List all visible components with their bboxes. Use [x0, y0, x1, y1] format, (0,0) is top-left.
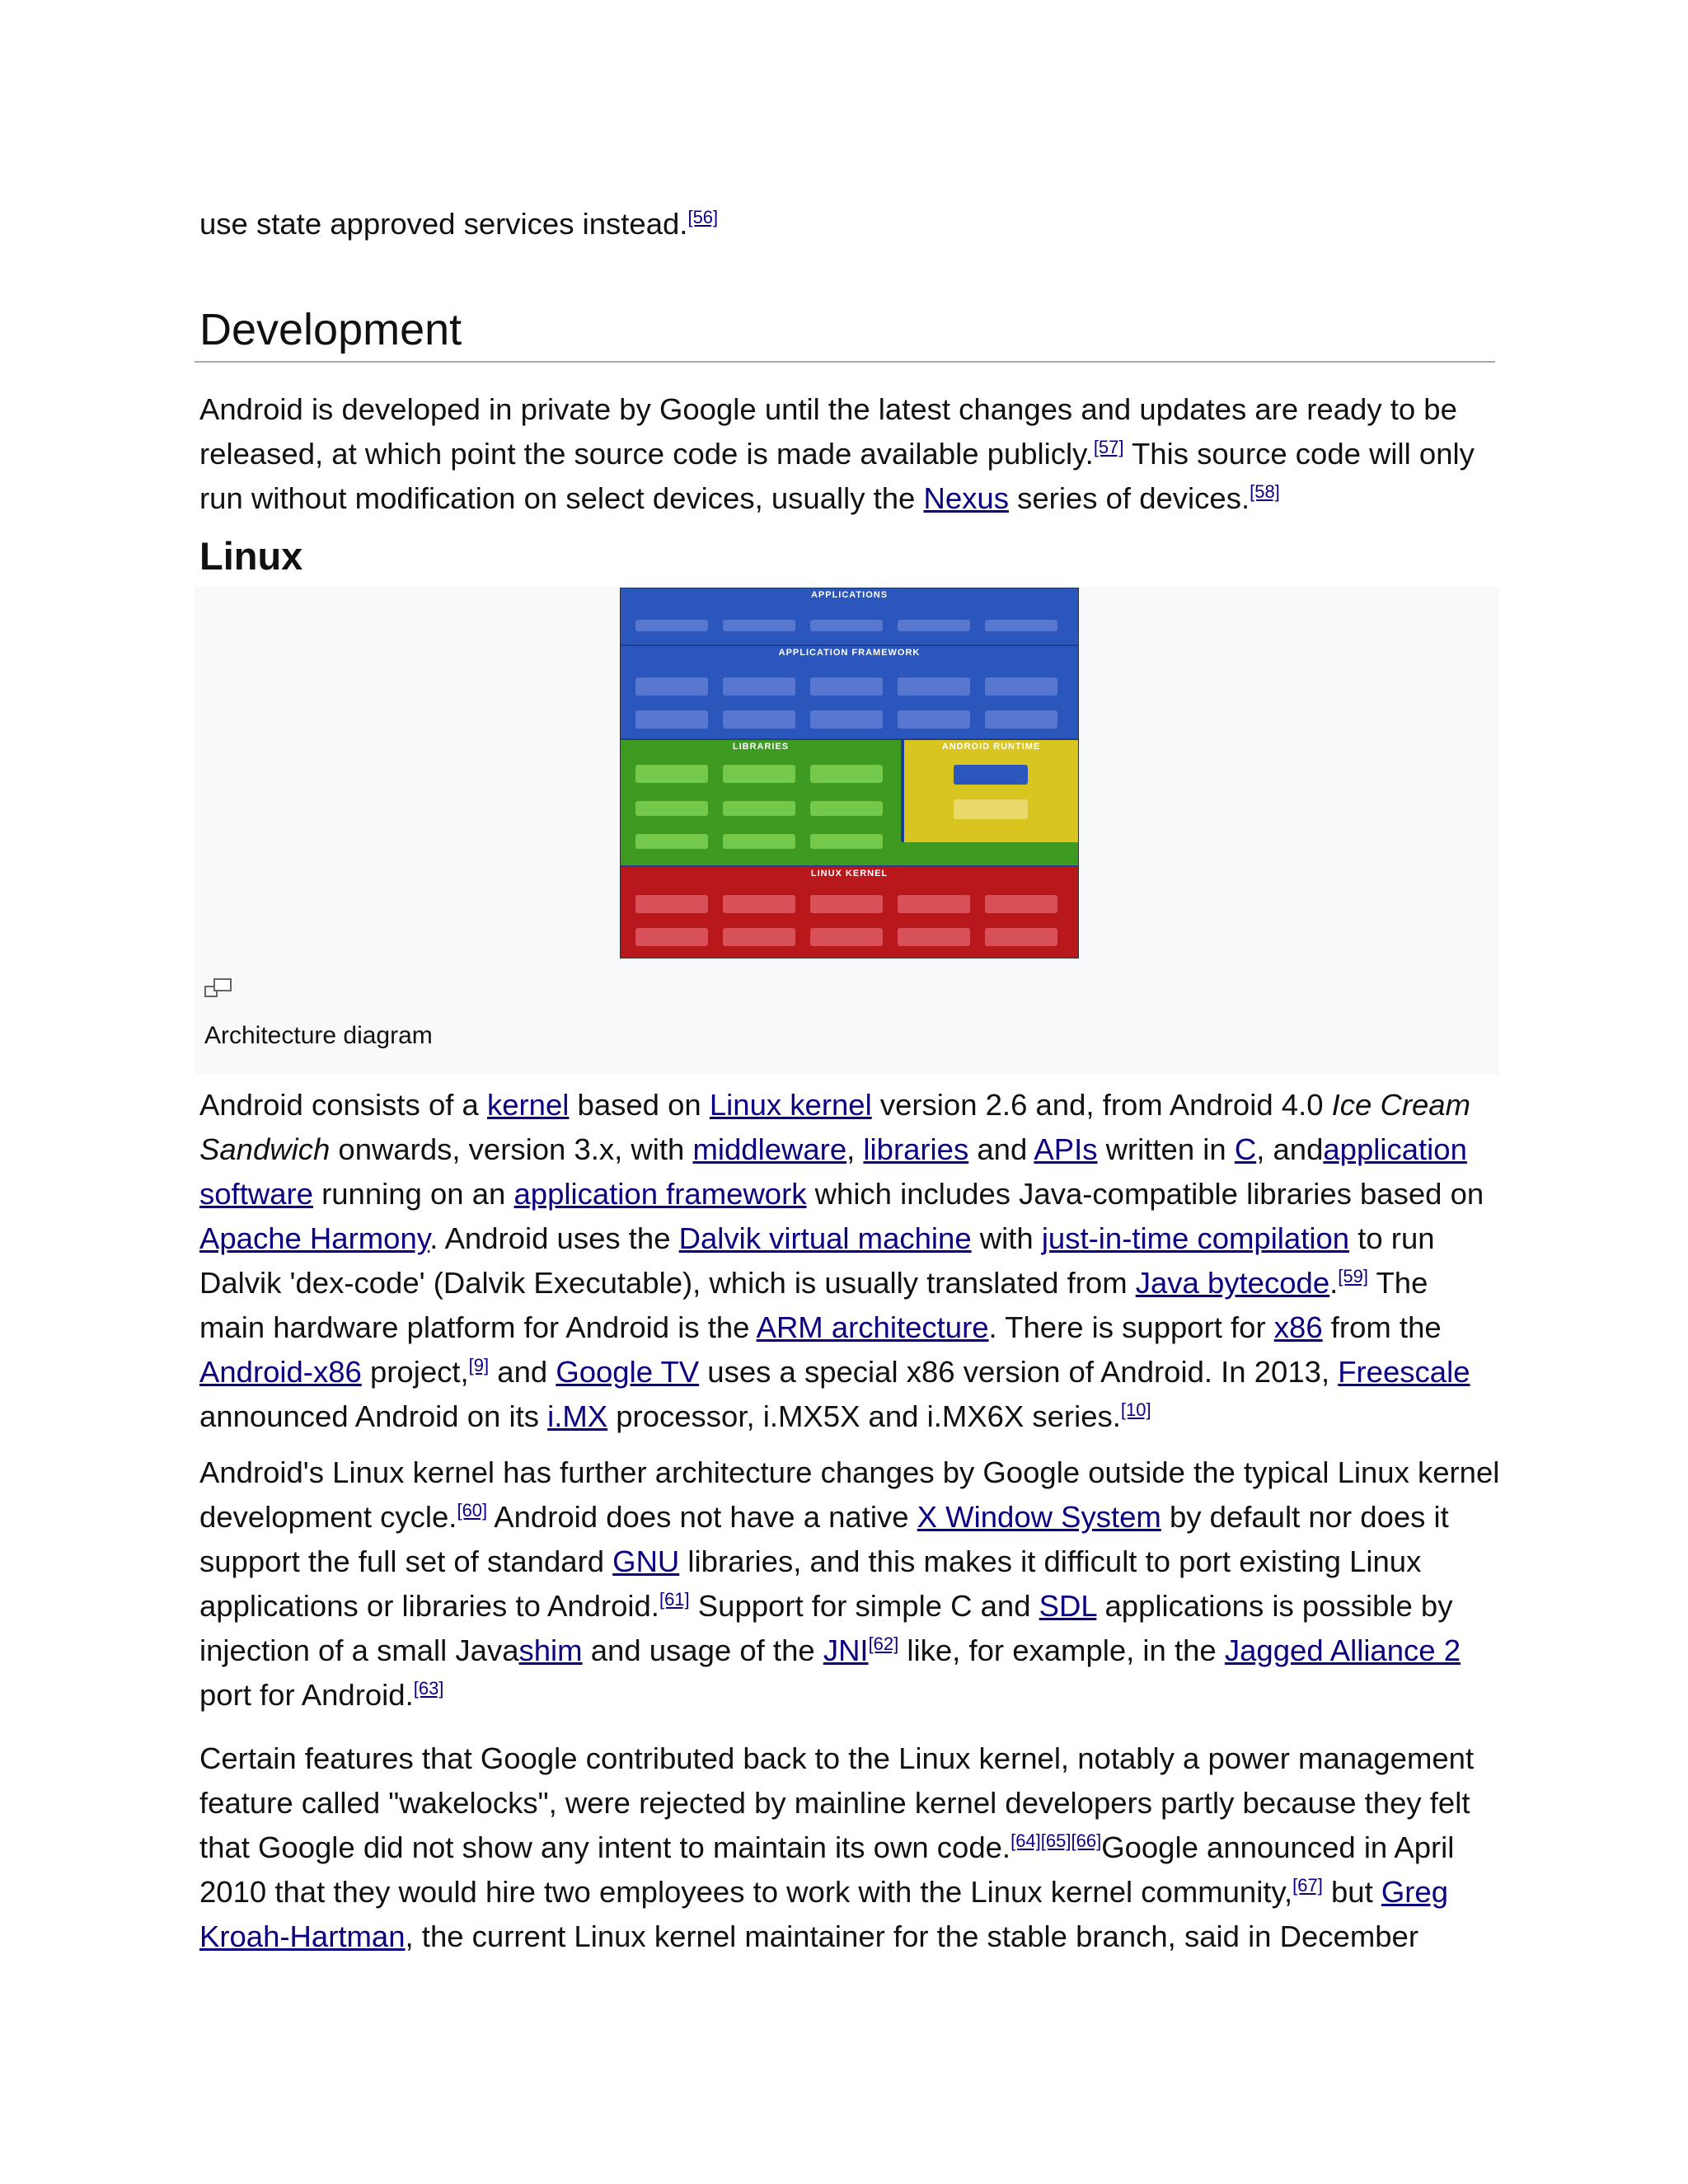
diagram-cell	[635, 801, 708, 816]
ref-64[interactable]	[1010, 1830, 1041, 1851]
link-application-software[interactable]: application software	[199, 1132, 1467, 1211]
text: which includes Java-compatible libraries based on	[806, 1177, 1484, 1211]
italic-ice-cream-sandwich: Ice Cream Sandwich	[199, 1088, 1471, 1166]
ref-62-link[interactable]: [62]	[868, 1633, 899, 1654]
diagram-cell	[810, 710, 883, 729]
text: Android does not have a native	[487, 1500, 917, 1534]
dev-text-3: series of devices.	[1008, 481, 1250, 515]
diagram-cell	[723, 801, 795, 816]
ref-62[interactable]	[869, 1633, 899, 1654]
diagram-cell	[723, 928, 795, 946]
link-middleware[interactable]: middleware	[692, 1132, 847, 1166]
diagram-cell	[985, 677, 1057, 696]
diagram-cell	[723, 765, 795, 783]
text: and usage of the	[582, 1633, 823, 1667]
layer-framework	[621, 646, 1078, 738]
diagram-cell	[635, 765, 708, 783]
diagram-cell	[635, 710, 708, 729]
text: Certain features that Google contributed back to the Linux kernel, notably a power management feature called "wakelocks", were rejected by mainline kernel developers partly because they felt that Google did not show any intent to maintain its own code.	[199, 1741, 1475, 1864]
link-gnu[interactable]: GNU	[612, 1544, 680, 1578]
ref-65-link[interactable]: [65]	[1040, 1830, 1071, 1851]
ref-9[interactable]	[469, 1355, 489, 1376]
text: processor, i.MX5X and i.MX6X series.	[607, 1399, 1121, 1433]
text: port for Android.	[199, 1678, 414, 1712]
link-imx[interactable]: i.MX	[547, 1399, 608, 1433]
layer-libraries-label: LIBRARIES	[732, 742, 790, 752]
text: . Android uses the	[429, 1221, 679, 1255]
diagram-cell	[810, 801, 883, 816]
figure-caption: Architecture diagram	[204, 1022, 433, 1049]
ref-61[interactable]	[659, 1589, 690, 1610]
diagram-cell	[635, 928, 708, 946]
link-application-framework[interactable]: application framework	[513, 1177, 807, 1211]
diagram-cell	[635, 895, 708, 913]
layer-applications-label: APPLICATIONS	[810, 590, 889, 600]
layer-applications	[621, 588, 1078, 644]
text: from the	[1322, 1310, 1442, 1344]
diagram-cell	[810, 895, 883, 913]
text: by default nor does it support the full set of standard	[199, 1500, 1449, 1578]
diagram-cell	[898, 710, 970, 729]
link-jit[interactable]: just-in-time compilation	[1041, 1221, 1350, 1255]
ref-61-link[interactable]: [61]	[659, 1588, 690, 1610]
ref-60-link[interactable]: [60]	[457, 1499, 488, 1521]
diagram-cell	[898, 677, 970, 696]
diagram-cell	[985, 928, 1057, 946]
link-sdl[interactable]: SDL	[1039, 1589, 1097, 1623]
development-paragraph	[199, 387, 1500, 521]
text: but	[1322, 1875, 1381, 1909]
ref-60[interactable]	[457, 1500, 487, 1521]
diagram-cell	[723, 620, 795, 631]
text: running on an	[312, 1177, 514, 1211]
ref-67[interactable]	[1292, 1875, 1323, 1896]
diagram-cell	[810, 765, 883, 783]
text: Android consists of a	[199, 1088, 487, 1122]
diagram-cell	[723, 895, 795, 913]
text: onwards, version 3.x, with	[330, 1132, 693, 1166]
diagram-cell	[954, 799, 1028, 819]
link-freescale[interactable]: Freescale	[1338, 1355, 1470, 1389]
text: applications is possible by injection of a small Java	[199, 1589, 1453, 1667]
diagram-cell	[635, 834, 708, 849]
ref-56[interactable]	[687, 207, 718, 227]
intro-paragraph	[199, 202, 718, 246]
ref-58-link[interactable]: [58]	[1250, 480, 1280, 502]
ref-59[interactable]	[1338, 1266, 1368, 1286]
link-c[interactable]: C	[1234, 1132, 1257, 1166]
section-heading-development: Development	[195, 298, 1495, 363]
ref-10[interactable]	[1121, 1399, 1151, 1420]
section-heading-linux: Linux	[199, 534, 303, 578]
ref-58[interactable]	[1250, 481, 1280, 502]
ref-56-link[interactable]: [56]	[687, 206, 719, 227]
text: Android's Linux kernel has further architecture changes by Google outside the typical Linux kernel development cycle.	[199, 1455, 1500, 1534]
layer-kernel	[621, 867, 1078, 958]
text: with	[971, 1221, 1042, 1255]
diagram-filler	[901, 842, 1078, 865]
diagram-cell	[810, 677, 883, 696]
link-arm[interactable]: ARM architecture	[756, 1310, 989, 1344]
link-apache-harmony[interactable]: Apache Harmony	[199, 1221, 430, 1255]
text: to run Dalvik 'dex-code' (Dalvik Executable), which is usually translated from	[199, 1221, 1435, 1300]
ref-57-link[interactable]: [57]	[1093, 436, 1124, 457]
ref-59-link[interactable]: [59]	[1338, 1265, 1368, 1286]
text: Support for simple C and	[689, 1589, 1039, 1623]
link-libraries[interactable]: libraries	[863, 1132, 969, 1166]
link-shim[interactable]: shim	[518, 1633, 583, 1667]
link-jagged-alliance-2[interactable]: Jagged Alliance 2	[1224, 1633, 1461, 1667]
diagram-cell	[954, 765, 1028, 785]
ref-66[interactable]	[1071, 1830, 1101, 1851]
link-jni[interactable]: JNI	[823, 1633, 869, 1667]
layer-libraries	[621, 740, 901, 865]
text: , and	[1256, 1132, 1324, 1166]
diagram-cell	[810, 620, 883, 631]
link-x86[interactable]: x86	[1273, 1310, 1323, 1344]
link-x-window-system[interactable]: X Window System	[917, 1500, 1161, 1534]
text: announced Android on its	[199, 1399, 548, 1433]
link-google-tv[interactable]: Google TV	[556, 1355, 700, 1389]
text: version 2.6 and, from Android 4.0	[871, 1088, 1332, 1122]
linux-paragraph-3	[199, 1736, 1500, 1959]
layer-runtime-label: ANDROID RUNTIME	[941, 742, 1041, 752]
diagram-cell	[635, 677, 708, 696]
text: uses a special x86 version of Android. In 2013,	[699, 1355, 1339, 1389]
diagram-cell	[898, 620, 970, 631]
text: , the current Linux kernel maintainer for the stable branch, said in December	[405, 1919, 1418, 1953]
dev-text-2: This source code will only run without modification on select devices, usually the	[199, 437, 1475, 515]
architecture-figure	[195, 587, 1499, 1075]
link-android-x86[interactable]: Android-x86	[199, 1355, 362, 1389]
text: based on	[569, 1088, 710, 1122]
link-dalvik[interactable]: Dalvik virtual machine	[678, 1221, 972, 1255]
text: libraries, and this makes it difficult to port existing Linux applications or libraries to Android.	[199, 1544, 1422, 1623]
link-java-bytecode[interactable]: Java bytecode	[1135, 1266, 1330, 1300]
linux-paragraph-1	[199, 1083, 1500, 1439]
architecture-diagram-image[interactable]	[620, 588, 1079, 958]
link-apis[interactable]: APIs	[1034, 1132, 1098, 1166]
ref-65[interactable]	[1041, 1830, 1071, 1851]
layer-framework-label: APPLICATION FRAMEWORK	[778, 648, 921, 658]
diagram-cell	[898, 895, 970, 913]
dev-text-1: Android is developed in private by Google until the latest changes and updates are ready to be released, at which point the source code is made available publicly.	[199, 392, 1457, 471]
diagram-cell	[985, 620, 1057, 631]
text: ,	[846, 1132, 864, 1166]
layer-kernel-label: LINUX KERNEL	[810, 869, 889, 879]
diagram-cell	[985, 710, 1057, 729]
diagram-cell	[635, 620, 708, 631]
ref-10-link[interactable]: [10]	[1120, 1399, 1151, 1420]
diagram-cell	[723, 834, 795, 849]
diagram-cell	[723, 710, 795, 729]
intro-text: use state approved services instead.	[199, 207, 688, 241]
text: The main hardware platform for Android is the	[199, 1266, 1428, 1344]
text: . There is support for	[988, 1310, 1274, 1344]
text: like, for example, in the	[898, 1633, 1225, 1667]
text: written in	[1097, 1132, 1235, 1166]
ref-63[interactable]	[414, 1678, 444, 1699]
diagram-cell	[898, 928, 970, 946]
ref-9-link[interactable]: [9]	[468, 1354, 490, 1376]
text: project,	[361, 1355, 469, 1389]
text: Google announced in April 2010 that they would hire two employees to work with the Linux kernel community,	[199, 1830, 1455, 1909]
diagram-cell	[810, 928, 883, 946]
text: .	[1329, 1266, 1339, 1300]
ref-67-link[interactable]: [67]	[1292, 1874, 1323, 1896]
ref-64-link[interactable]: [64]	[1010, 1830, 1041, 1851]
linux-paragraph-2	[199, 1451, 1500, 1718]
ref-57[interactable]	[1094, 437, 1124, 457]
diagram-cell	[985, 895, 1057, 913]
layer-runtime	[904, 740, 1078, 842]
enlarge-icon[interactable]	[204, 977, 232, 999]
link-linux-kernel[interactable]: Linux kernel	[709, 1088, 872, 1122]
link-greg-kroah-hartman[interactable]: Greg Kroah-Hartman	[199, 1875, 1449, 1953]
ref-63-link[interactable]: [63]	[413, 1677, 444, 1699]
diagram-cell	[723, 677, 795, 696]
diagram-cell	[810, 834, 883, 849]
ref-66-link[interactable]: [66]	[1071, 1830, 1102, 1851]
link-kernel[interactable]: kernel	[486, 1088, 570, 1122]
text: and	[968, 1132, 1034, 1166]
text: and	[489, 1355, 556, 1389]
link-nexus[interactable]: Nexus	[923, 481, 1009, 515]
